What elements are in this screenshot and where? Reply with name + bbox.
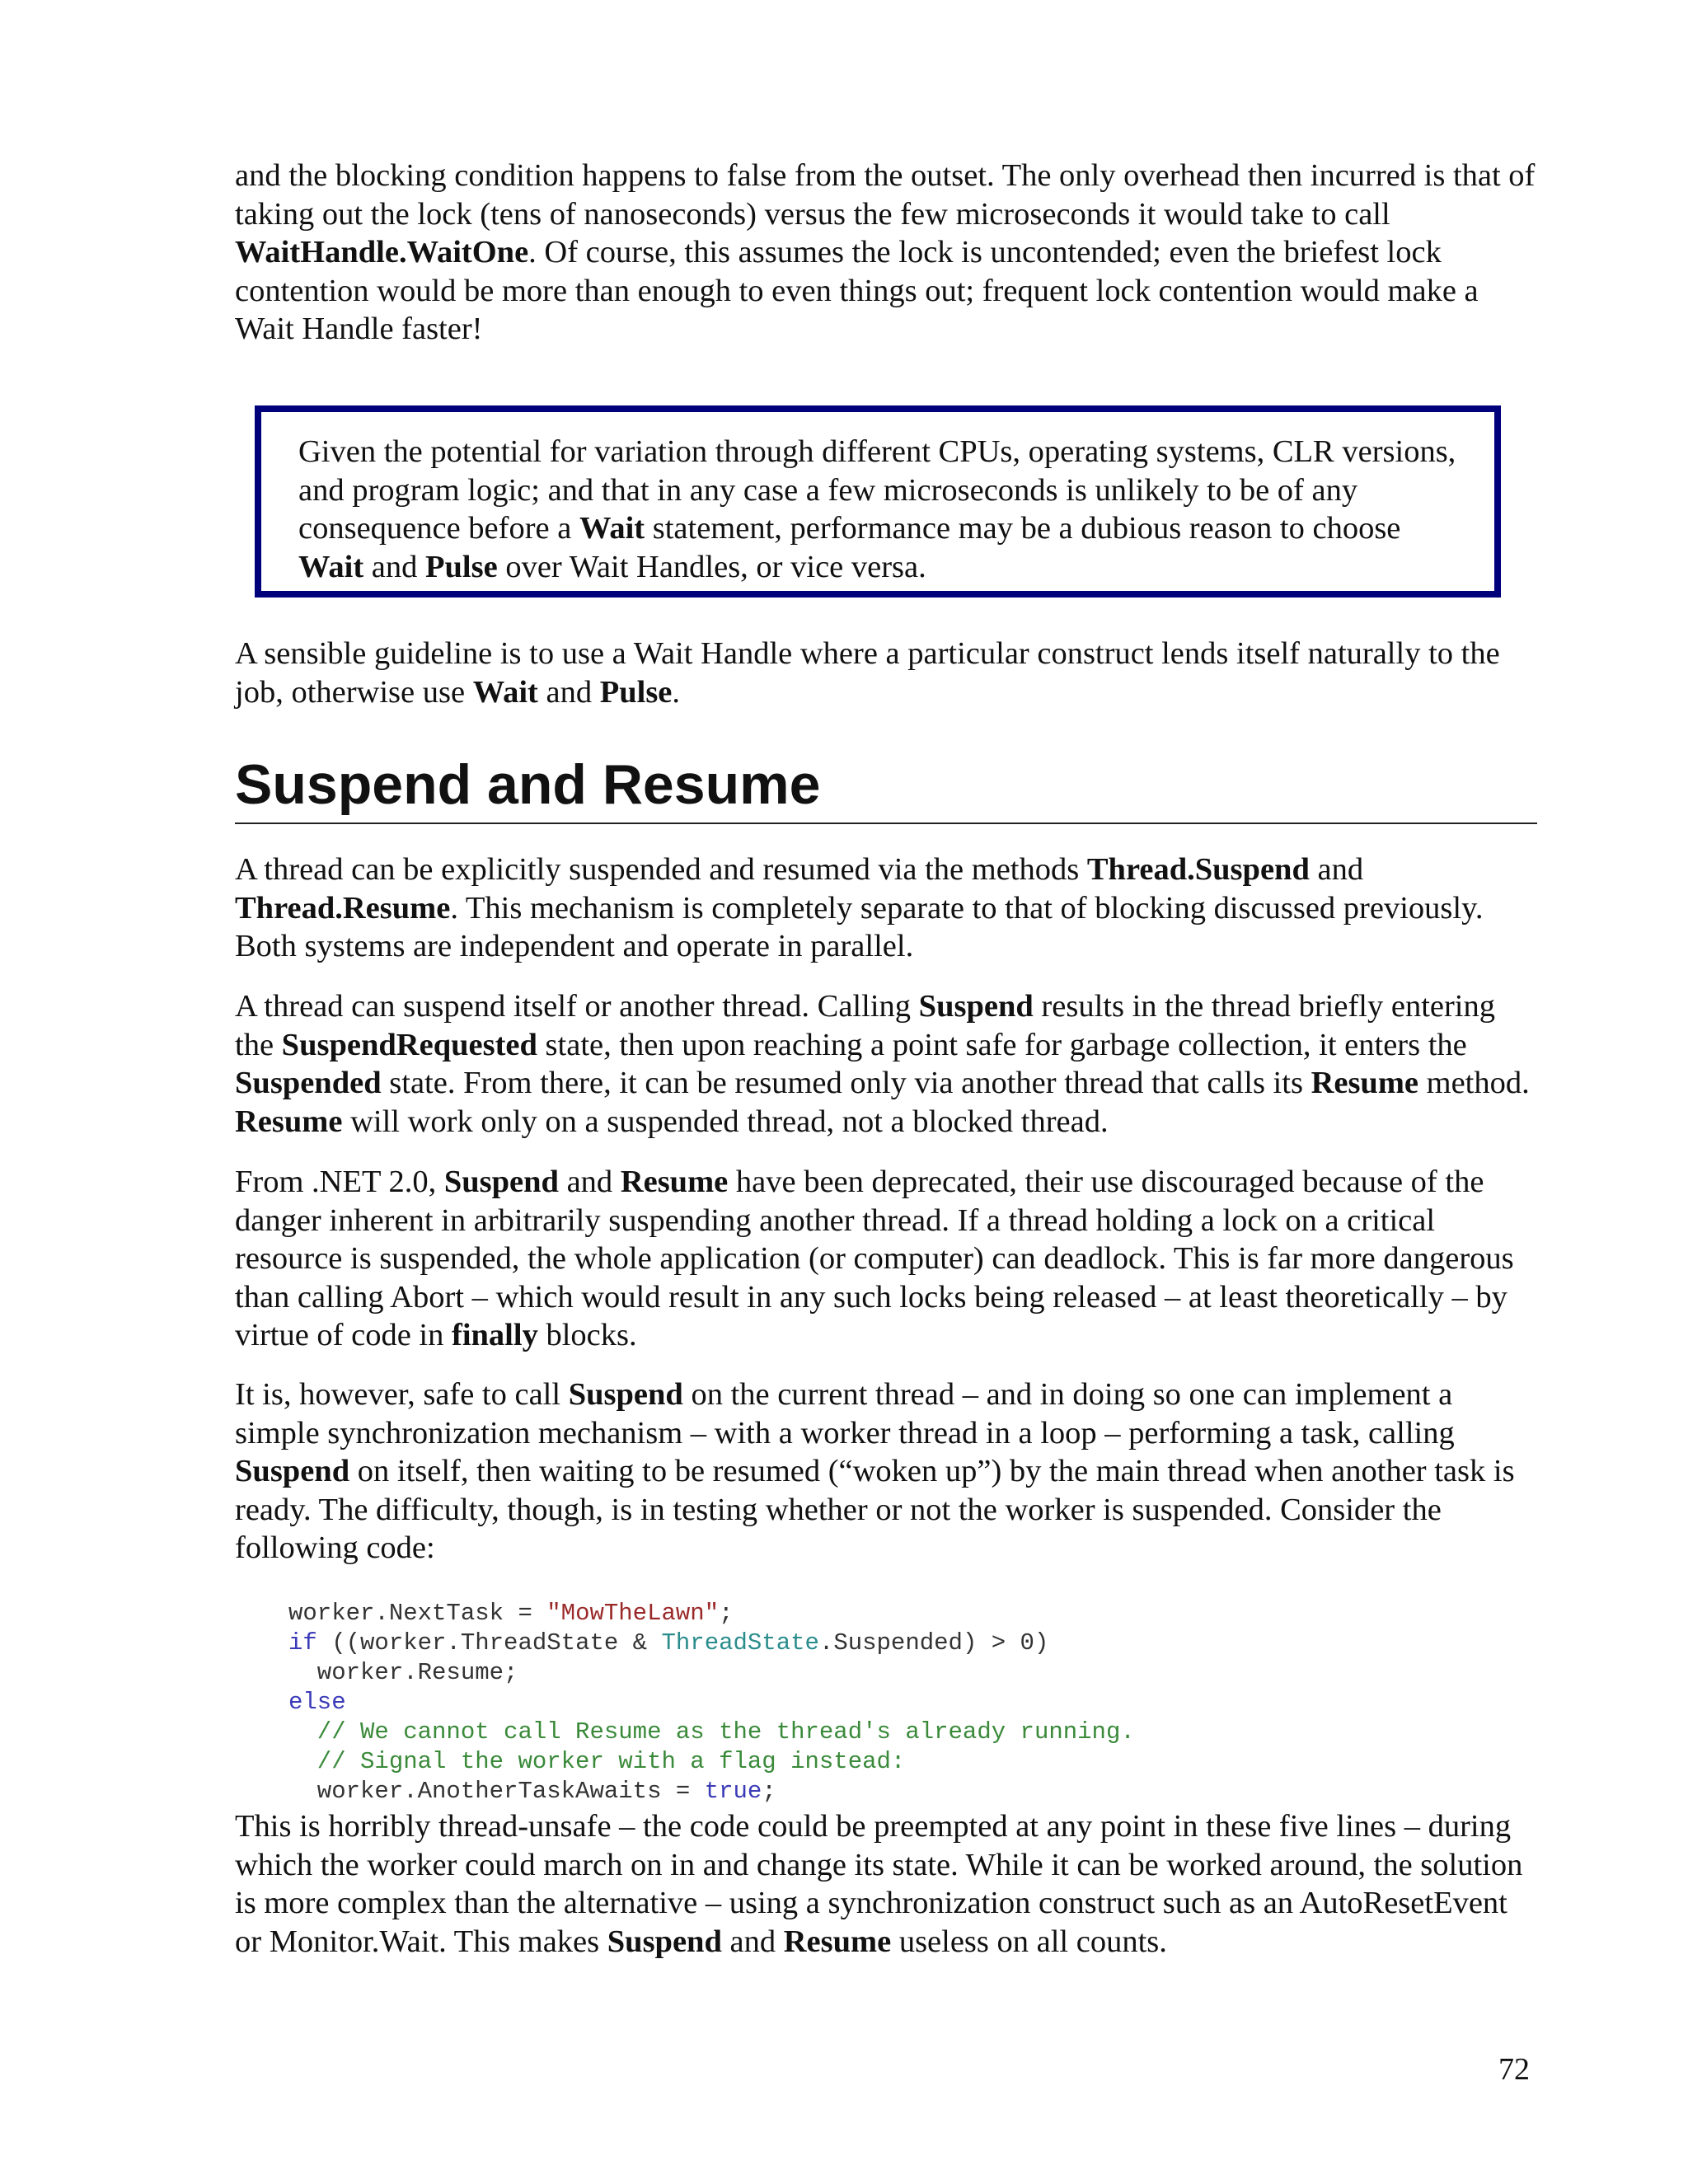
bold-term: Resume: [620, 1165, 729, 1199]
text-run: and the blocking condition happens to false from the outset. The only overhead then incurred is that of taking out the lock (tens of nanoseconds) versus the few microseconds it would take to call: [235, 158, 1536, 232]
code-line: [288, 1718, 1135, 1746]
text-run: A thread can suspend itself or another thread. Calling: [235, 989, 919, 1024]
paragraph-deprecation: [235, 1163, 1537, 1355]
bold-term: Suspend: [918, 989, 1034, 1024]
bold-term: Suspend: [568, 1377, 683, 1412]
paragraph-text: [235, 1163, 1537, 1355]
code-token: ThreadState: [661, 1629, 819, 1657]
text-run: on itself, then waiting to be resumed (“woken up”) by the main thread when another task is ready. The difficulty, though, is in testing whether or not the worker is suspended. Consider the following code:: [235, 1454, 1515, 1565]
paragraph-suspend-states: [235, 987, 1537, 1141]
bold-term: Wait: [579, 511, 645, 546]
text-run: and: [537, 674, 600, 710]
bold-term: Resume: [783, 1924, 892, 1959]
code-token: ((worker.ThreadState &: [316, 1629, 662, 1657]
text-run: and: [363, 549, 425, 584]
paragraph-safe-suspend: [235, 1376, 1537, 1568]
section-heading: Suspend and Resume: [235, 752, 1537, 824]
bold-term: Thread.Resume: [235, 890, 451, 926]
code-token: worker.NextTask =: [288, 1600, 547, 1627]
bold-term: Suspend: [607, 1924, 722, 1959]
bold-term: Wait: [298, 549, 364, 584]
paragraph-text: [235, 1807, 1537, 1961]
code-line: [288, 1778, 776, 1805]
note-text: [298, 433, 1469, 586]
text-run: This is horribly thread-unsafe – the code could be preempted at any point in these five lines – during which the worker could march on in and change its state. While it can be worked around, the solution is more complex than the alternative – using a synchronization construct such as an AutoResetEvent or Monitor.Wait. This makes: [235, 1809, 1523, 1959]
bold-term: Suspend: [235, 1454, 350, 1488]
text-run: have been deprecated, their use discouraged because of the danger inherent in arbitrarily suspending another thread. If a thread holding a lock on a critical resource is suspended, the whole application (or computer) can deadlock. This is far more dangerous than calling Abort – which would result in any such locks being released – at least theoretically – by virtue of code in: [235, 1165, 1514, 1352]
code-token: .Suspended) > 0): [818, 1629, 1049, 1657]
paragraph-text: [235, 851, 1537, 966]
text-run: . Of course, this assumes the lock is uncontended; even the briefest lock contention would be more than enough to even things out; frequent lock contention would make a Wait Handle faster!: [235, 235, 1479, 346]
code-line: [288, 1689, 346, 1716]
bold-term: Pulse: [599, 674, 673, 710]
text-run: will work only on a suspended thread, not a blocked thread.: [342, 1104, 1109, 1139]
bold-term: WaitHandle.WaitOne: [235, 235, 529, 269]
bold-term: Thread.Suspend: [1086, 852, 1310, 887]
text-run: .: [672, 674, 681, 710]
paragraph-wait-handle-overhead: [235, 157, 1537, 349]
text-run: A sensible guideline is to use a Wait Handle where a particular construct lends itself naturally to the job, otherwise use: [235, 636, 1500, 710]
page-number: 72: [1498, 2052, 1530, 2087]
code-token: ;: [762, 1778, 776, 1805]
code-token: worker.AnotherTaskAwaits =: [288, 1778, 705, 1805]
text-run: Given the potential for variation through different CPUs, operating systems, CLR versions, and program logic; and that in any case a few microseconds is unlikely to be of any consequence before a: [298, 434, 1456, 546]
bold-term: Suspend: [443, 1165, 559, 1199]
code-token: worker.Resume;: [288, 1659, 518, 1686]
code-token: true: [704, 1778, 762, 1805]
bold-term: Suspended: [235, 1066, 382, 1100]
bold-term: finally: [452, 1318, 538, 1352]
code-token: if: [288, 1629, 317, 1657]
paragraph-sensible-guideline: [235, 635, 1537, 711]
paragraph-suspend-intro: [235, 851, 1537, 966]
note-box: [255, 405, 1501, 598]
code-token: else: [288, 1689, 346, 1716]
paragraph-text: [235, 1376, 1537, 1568]
text-run: . This mechanism is completely separate to that of blocking discussed previously. Both systems are independent and operate in parallel.: [235, 890, 1484, 963]
code-line: [288, 1748, 905, 1775]
text-run: method.: [1418, 1066, 1530, 1100]
text-run: and: [558, 1165, 621, 1199]
code-token: ;: [719, 1600, 734, 1627]
bold-term: Resume: [235, 1104, 343, 1139]
paragraph-text: [235, 635, 1537, 711]
text-run: and: [1309, 852, 1364, 887]
paragraph-thread-unsafe: [235, 1807, 1537, 1961]
text-run: and: [721, 1924, 784, 1959]
code-line: [288, 1629, 1048, 1657]
text-run: It is, however, safe to call: [235, 1377, 569, 1412]
bold-term: Resume: [1311, 1066, 1419, 1100]
text-run: useless on all counts.: [891, 1924, 1167, 1959]
text-run: results in the thread briefly entering the: [235, 989, 1496, 1062]
code-line: [288, 1600, 734, 1627]
text-run: over Wait Handles, or vice versa.: [497, 549, 926, 584]
bold-term: Pulse: [425, 549, 498, 584]
code-token: // We cannot call Resume as the thread's already running.: [288, 1718, 1135, 1746]
paragraph-text: [235, 157, 1537, 349]
code-token: // Signal the worker with a flag instead:: [288, 1748, 906, 1775]
text-run: state, then upon reaching a point safe for garbage collection, it enters the: [537, 1027, 1467, 1062]
code-line: [288, 1659, 518, 1686]
text-run: A thread can be explicitly suspended and resumed via the methods: [235, 852, 1087, 887]
code-token: "MowTheLawn": [546, 1600, 720, 1627]
bold-term: Wait: [472, 674, 538, 710]
code-block: [288, 1599, 1135, 1807]
text-run: From .NET 2.0,: [235, 1165, 444, 1199]
paragraph-text: [235, 987, 1537, 1141]
document-page: [235, 157, 1537, 1959]
text-run: blocks.: [537, 1318, 637, 1352]
text-run: statement, performance may be a dubious reason to choose: [645, 511, 1401, 546]
text-run: on the current thread – and in doing so one can implement a simple synchronization mechanism – with a worker thread in a loop – performing a task, calling: [235, 1377, 1455, 1451]
bold-term: SuspendRequested: [281, 1027, 537, 1062]
text-run: state. From there, it can be resumed only via another thread that calls its: [381, 1066, 1311, 1100]
